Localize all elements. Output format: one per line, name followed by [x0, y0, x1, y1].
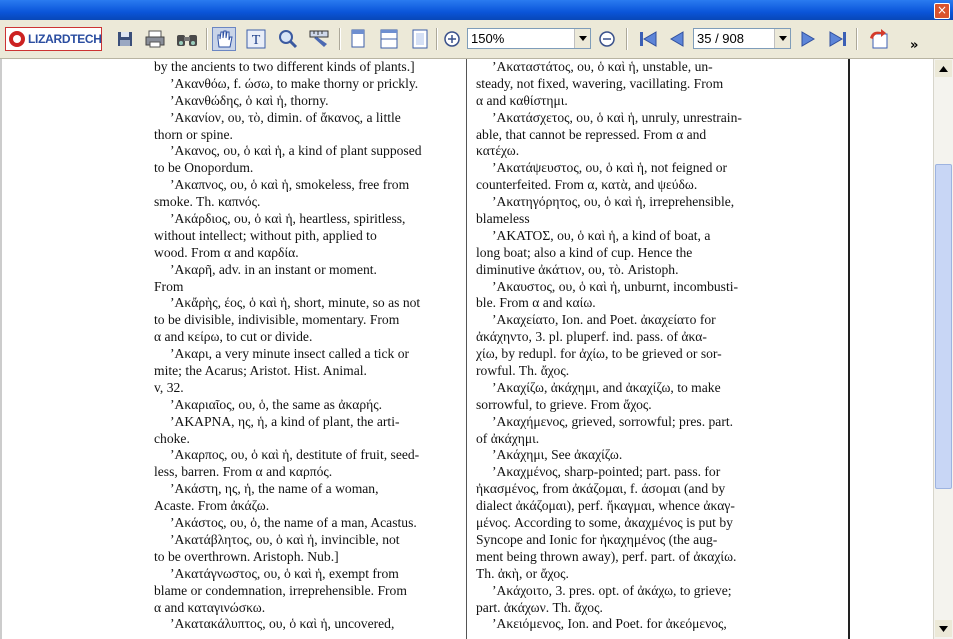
text-line: ’Ακαπνος, ου, ὁ καὶ ἡ, smokeless, free from	[170, 177, 410, 193]
facing-pages-icon	[410, 29, 430, 49]
zoom-dropdown-arrow[interactable]	[574, 29, 590, 48]
text-line: steady, not fixed, wavering, vacillating. From	[476, 75, 724, 91]
text-line: ’Ακάχημι, See ἀκαχίζω.	[492, 447, 623, 463]
save-button[interactable]	[113, 27, 137, 51]
scroll-down-button[interactable]	[935, 620, 952, 637]
text-line: rowful. Th. ἄχος.	[476, 363, 570, 379]
ruler-icon	[308, 29, 330, 49]
toolbar-overflow-chevron[interactable]: »	[910, 38, 919, 53]
text-line: ἠκασμένος, from ἀκάζομαι, f. άσομαι (and by	[476, 481, 726, 497]
scroll-up-button[interactable]	[935, 60, 952, 77]
first-page-button[interactable]	[636, 27, 660, 51]
text-line: ’Ακανθόω, f. ώσω, to make thorny or prickly.	[170, 75, 419, 91]
document-viewer[interactable]	[0, 59, 933, 639]
text-line: long boat; also a kind of cup. Hence the	[476, 244, 693, 260]
text-line: ’Ακαρι, a very minute insect called a tick or	[170, 346, 410, 362]
back-button[interactable]	[866, 27, 890, 51]
toolbar-separator	[436, 28, 438, 50]
text-line: ’Ακαχείατο, Ion. and Poet. ἀκαχείατο for	[492, 312, 716, 328]
single-page-icon	[349, 29, 367, 49]
scroll-down-icon	[939, 626, 948, 632]
text-line: ’Ακατακάλυπτος, ου, ὁ καὶ ἡ, uncovered,	[170, 616, 395, 632]
text-line: ’Ακανίον, ου, τὸ, dimin. of ἄκανος, a little	[170, 109, 401, 125]
find-button[interactable]	[175, 27, 199, 51]
text-line: ’Ακάστος, ου, ὁ, the name of a man, Acastus.	[170, 515, 417, 531]
zoom-tool-button[interactable]	[276, 27, 300, 51]
text-line: ment being thrown away), perf. part. of ἀκαχίω.	[476, 548, 737, 564]
text-line: blameless	[476, 211, 530, 227]
svg-text:T: T	[251, 33, 261, 48]
single-page-button[interactable]	[346, 27, 370, 51]
text-line: ’Ακαριαῖος, ου, ὁ, the same as ἀκαρής.	[170, 396, 383, 412]
last-page-button[interactable]	[826, 27, 850, 51]
text-line: without intellect; without pith, applied to	[154, 227, 377, 243]
text-line: ’Ακαχμένος, sharp-pointed; part. pass. for	[492, 464, 721, 480]
toolbar-separator	[626, 28, 628, 50]
hand-tool-button[interactable]	[212, 27, 236, 51]
save-icon	[116, 30, 134, 48]
toolbar-separator	[206, 28, 208, 50]
text-line: ’Ακατάβλητος, ου, ὁ καὶ ἡ, invincible, not	[170, 531, 400, 547]
hand-tool-icon	[215, 29, 233, 49]
ruler-tool-button[interactable]	[307, 27, 331, 51]
text-line: less, barren. From α and καρπός.	[154, 464, 333, 480]
zoom-in-icon	[443, 30, 461, 48]
text-line: ’Ακαχίζω, ἀκάχημι, and ἀκαχίζω, to make	[492, 379, 721, 395]
text-select-icon	[246, 29, 266, 49]
text-line: ’Ακανος, ου, ὁ καὶ ἡ, a kind of plant supposed	[170, 143, 422, 159]
logo-text: LIZARDTECH	[28, 32, 102, 46]
text-line: Syncope and Ionic for ἠκαχημένος (the aug-	[476, 531, 718, 547]
text-line: ’Ακατηγόρητος, ου, ὁ καὶ ἡ, irreprehensible,	[492, 194, 735, 210]
text-line: ἀκάχηντο, 3. pl. pluperf. ind. pass. of ἀκα-	[476, 329, 707, 345]
text-line: dialect ἀκάζομαι), perf. ἤκαγμαι, whence ἀκαγ-	[476, 498, 735, 514]
text-line: ’Ακαρπος, ου, ὁ καὶ ἡ, destitute of fruit, seed-	[170, 447, 420, 463]
first-page-icon	[638, 30, 658, 48]
left-text-column	[154, 59, 460, 633]
text-line: ’Ακατάσχετος, ου, ὁ καὶ ἡ, unruly, unrestrain-	[492, 109, 742, 125]
text-line: v, 32.	[154, 379, 184, 395]
text-line: ’Ακαχήμενος, grieved, sorrowful; pres. part.	[492, 413, 734, 429]
text-line: ’Ακάστη, ης, ἡ, the name of a woman,	[170, 481, 379, 497]
text-line: to be Onopordum.	[154, 160, 254, 176]
text-line: μένος. According to some, ἀκαχμένος is put by	[476, 515, 733, 531]
zoom-value: 150%	[471, 31, 505, 46]
find-icon	[176, 30, 198, 48]
text-line: ’Ακατάγνωστος, ου, ὁ καὶ ἡ, exempt from	[170, 565, 399, 581]
text-line: κατέχω.	[476, 143, 520, 159]
zoom-tool-icon	[278, 29, 298, 49]
text-line: by the ancients to two different kinds of plants.]	[154, 59, 415, 74]
last-page-icon	[828, 30, 848, 48]
text-line: ble. From α and καίω.	[476, 295, 596, 311]
text-select-button[interactable]	[244, 27, 268, 51]
continuous-page-icon	[379, 29, 399, 49]
text-line: Th. ἀκὴ, or ἄχος.	[476, 565, 569, 581]
text-line: ’Ακατάψευστος, ου, ὁ καὶ ἡ, not feigned or	[492, 160, 728, 176]
text-line: From	[154, 278, 184, 294]
toolbar-separator	[339, 28, 341, 50]
text-line: thorn or spine.	[154, 126, 233, 142]
page-number-value: 35 / 908	[697, 31, 744, 46]
text-line: blame or condemnation, irreprehensible. From	[154, 582, 407, 598]
text-line: ’ΑΚΑΡΝΑ, ης, ἡ, a kind of plant, the arti-	[170, 413, 400, 429]
text-line: ’Ακειόμενος, Ion. and Poet. for ἀκεόμενος,	[492, 616, 727, 632]
next-page-icon	[799, 30, 817, 48]
text-line: wood. From α and καρδία.	[154, 244, 299, 260]
previous-page-button[interactable]	[665, 27, 689, 51]
text-line: Acaste. From ἀκάζω.	[154, 498, 270, 514]
back-icon	[867, 28, 889, 50]
text-line: to be divisible, indivisible, momentary. From	[154, 312, 400, 328]
page-left-edge	[0, 59, 2, 639]
zoom-out-button[interactable]	[595, 27, 619, 51]
previous-page-icon	[668, 30, 686, 48]
text-line: ’Ακαταστάτος, ου, ὁ καὶ ἡ, unstable, un-	[492, 59, 713, 74]
text-line: ’ΑΚΑΤΟΣ, ου, ὁ καὶ ἡ, a kind of boat, a	[492, 227, 711, 243]
text-line: sorrowful, to grieve. From ἄχος.	[476, 396, 652, 412]
text-line: α and καθίστημι.	[476, 92, 568, 108]
text-line: mite; the Acarus; Aristot. Hist. Animal.	[154, 363, 367, 379]
text-line: diminutive ἀκάτιον, ου, τὸ. Aristoph.	[476, 261, 679, 277]
text-line: choke.	[154, 430, 190, 446]
continuous-page-button[interactable]	[377, 27, 401, 51]
text-line: smoke. Th. καπνός.	[154, 194, 261, 210]
page-dropdown-arrow[interactable]	[774, 29, 790, 48]
text-line: of ἀκάχημι.	[476, 430, 540, 446]
text-line: ’Ακάρδιος, ου, ὁ καὶ ἡ, heartless, spiritless,	[170, 211, 406, 227]
page-right-edge	[848, 59, 850, 639]
zoom-out-icon	[598, 30, 616, 48]
right-text-column	[476, 59, 782, 633]
text-line: α and καταγινώσκω.	[154, 599, 266, 615]
lizardtech-logo[interactable]	[5, 27, 102, 51]
print-button[interactable]	[143, 27, 167, 51]
lizardtech-logo-icon	[9, 31, 25, 47]
text-line: to be overthrown. Aristoph. Nub.]	[154, 548, 339, 564]
close-button[interactable]: ×	[934, 3, 950, 19]
title-bar	[0, 0, 953, 20]
text-line: ’Ακαυστος, ου, ὁ καὶ ἡ, unburnt, incombusti-	[492, 278, 739, 294]
toolbar	[0, 20, 953, 59]
page-number-combo[interactable]	[693, 28, 791, 49]
text-line: ’Ακαρῆ, adv. in an instant or moment.	[170, 261, 377, 277]
vertical-scrollbar[interactable]	[933, 59, 953, 639]
facing-pages-button[interactable]	[408, 27, 432, 51]
column-divider	[466, 59, 467, 639]
text-line: counterfeited. From α, κατὰ, and ψεύδω.	[476, 177, 698, 193]
text-line: able, that cannot be repressed. From α and	[476, 126, 707, 142]
scroll-thumb[interactable]	[935, 164, 952, 489]
text-line: part. ἀκάχων. Th. ἄχος.	[476, 599, 603, 615]
toolbar-separator	[856, 28, 858, 50]
zoom-combo[interactable]	[467, 28, 591, 49]
text-line: χίω, by redupl. for ἀχίω, to be grieved or sor-	[476, 346, 722, 362]
next-page-button[interactable]	[796, 27, 820, 51]
print-icon	[145, 30, 165, 48]
text-line: α and κείρω, to cut or divide.	[154, 329, 313, 345]
text-line: ’Ακανθώδης, ὁ καὶ ἡ, thorny.	[170, 92, 329, 108]
scroll-up-icon	[939, 66, 948, 72]
text-line: ’Ακάχοιτο, 3. pres. opt. of ἀκάχω, to grieve;	[492, 582, 732, 598]
zoom-in-button[interactable]	[440, 27, 464, 51]
text-line: ’Ακἄρὴς, έος, ὁ καὶ ἡ, short, minute, so as not	[170, 295, 421, 311]
